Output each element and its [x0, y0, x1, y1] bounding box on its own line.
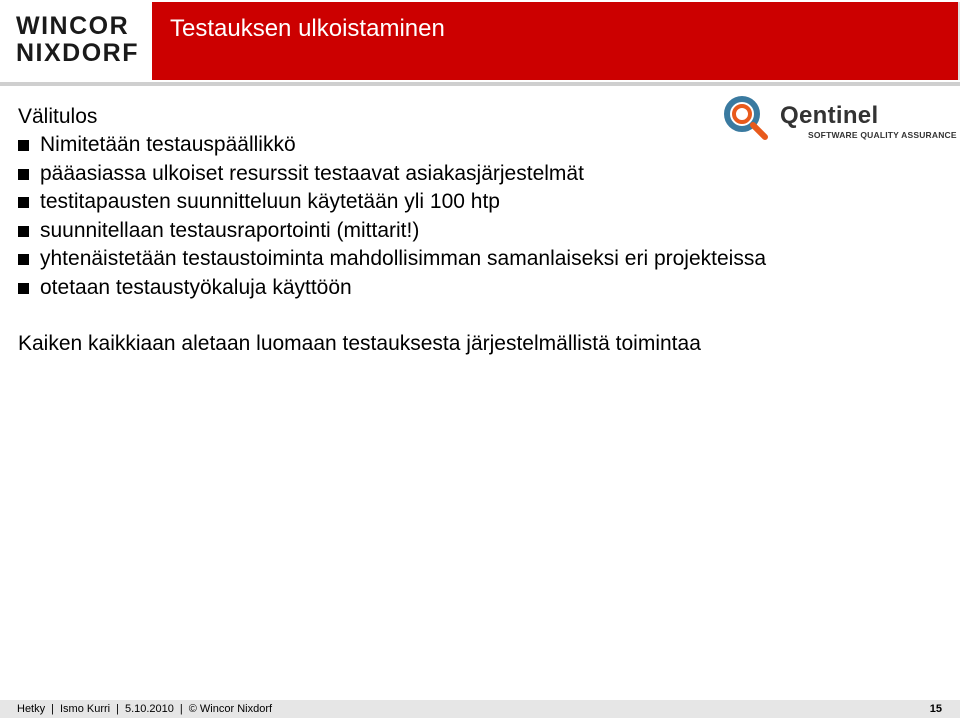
list-item — [18, 274, 953, 303]
footer-separator: | — [51, 703, 54, 715]
section-heading: Välitulos — [18, 105, 98, 128]
square-bullet-icon — [18, 283, 29, 294]
footer-separator: | — [116, 703, 119, 715]
logo-line-2: NIXDORF — [16, 39, 139, 67]
list-item — [18, 245, 953, 274]
square-bullet-icon — [18, 226, 29, 237]
list-item — [18, 217, 953, 246]
bullet-text: yhtenäistetään testaustoiminta mahdollisimman samanlaiseksi eri projekteissa — [40, 247, 767, 270]
slide-content — [18, 103, 953, 358]
header-divider — [0, 82, 960, 86]
footer-info — [17, 700, 272, 718]
page-number: 15 — [929, 703, 942, 715]
footer-project: Hetky — [17, 703, 46, 715]
qentinel-tagline: SOFTWARE QUALITY ASSURANCE — [808, 130, 957, 140]
bullet-list — [18, 131, 953, 302]
bullet-text: testitapausten suunnitteluun käytetään yli 100 htp — [40, 190, 500, 213]
wincor-nixdorf-logo — [0, 0, 150, 80]
slide-title: Testauksen ulkoistaminen — [170, 15, 445, 42]
square-bullet-icon — [18, 140, 29, 151]
footer-separator: | — [179, 703, 183, 715]
summary-text: Kaiken kaikkiaan aletaan luomaan testauksesta järjestelmällistä toimintaa — [18, 332, 701, 355]
square-bullet-icon — [18, 254, 29, 265]
title-bar — [152, 2, 960, 80]
bullet-text: suunnitellaan testausraportointi (mittarit!) — [40, 218, 420, 242]
logo-line-1: WINCOR — [16, 12, 130, 40]
bullet-text: otetaan testaustyökaluja käyttöön — [40, 275, 352, 299]
footer-date: 5.10.2010 — [124, 703, 174, 715]
qentinel-name: Qentinel — [780, 102, 879, 129]
footer-copyright: © Wincor Nixdorf — [188, 703, 273, 715]
square-bullet-icon — [18, 197, 29, 208]
list-item — [18, 131, 953, 160]
bullet-text: Nimitetään testauspäällikkö — [40, 133, 296, 156]
footer-bar — [0, 700, 960, 718]
bullet-text: pääasiassa ulkoiset resurssit testaavat asiakasjärjestelmät — [40, 161, 584, 185]
list-item — [18, 188, 953, 217]
footer-author: Ismo Kurri — [59, 703, 111, 715]
list-item — [18, 160, 953, 189]
square-bullet-icon — [18, 169, 29, 180]
